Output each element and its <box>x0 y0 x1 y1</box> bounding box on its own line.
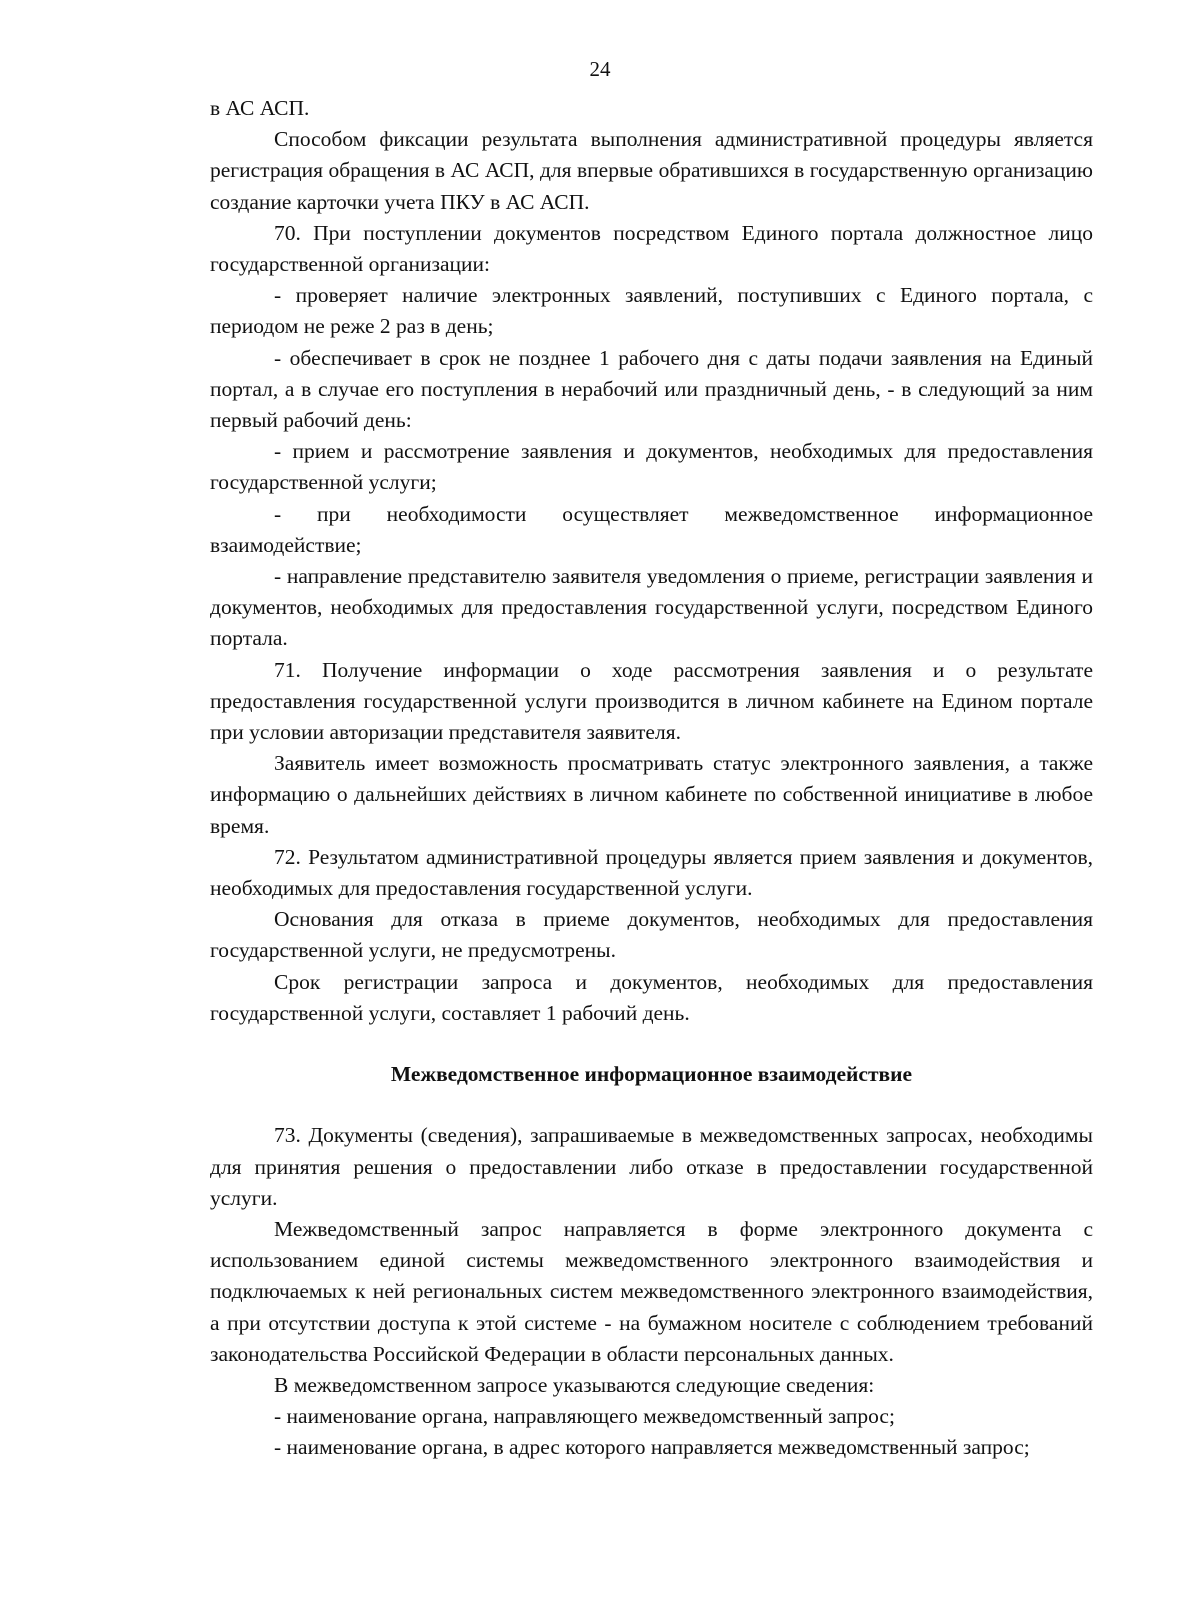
list-item: - проверяет наличие электронных заявлений, поступивших с Единого портала, с периодом не реже 2 раз в день; <box>210 283 1093 339</box>
section-heading: Межведомственное информационное взаимодействие <box>390 1062 913 1087</box>
paragraph: В межведомственном запросе указываются следующие сведения: <box>274 1372 875 1397</box>
page-number: 24 <box>589 57 611 81</box>
paragraph: Межведомственный запрос направляется в форме электронного документа с использованием единой системы межведомственного электронного взаимодействия и подключаемых к ней региональных систем межведомственного электронного взаимодействия, а при отсутствии доступа к этой системе - на бумажном носителе с соблюдением требований законодательства Российской Федерации в области персональных данных. <box>210 1216 1093 1366</box>
list-item: - прием и рассмотрение заявления и документов, необходимых для предоставления государственной услуги; <box>210 439 1093 495</box>
list-item: - направление представителю заявителя уведомления о приеме, регистрации заявления и документов, необходимых для предоставления государственной услуги, посредством Единого портала. <box>210 564 1093 651</box>
paragraph-item-72: 72. Результатом административной процедуры является прием заявления и документов, необходимых для предоставления государственной услуги. <box>210 844 1093 901</box>
paragraph: Основания для отказа в приеме документов, необходимых для предоставления государственной услуги, не предусмотрены. <box>210 907 1093 963</box>
paragraph-item-71: 71. Получение информации о ходе рассмотрения заявления и о результате предоставления государственной услуги производится в личном кабинете на Едином портале при условии авторизации представителя заявителя. <box>210 657 1093 745</box>
list-item: - при необходимости осуществляет межведомственное информационное взаимодействие; <box>210 501 1093 557</box>
paragraph-item-73: 73. Документы (сведения), запрашиваемые в межведомственных запросах, необходимы для принятия решения о предоставлении либо отказе в предоставлении государственной услуги. <box>210 1123 1093 1210</box>
list-item: - наименование органа, в адрес которого направляется межведомственный запрос; <box>274 1435 1030 1460</box>
paragraph: Заявитель имеет возможность просматривать статус электронного заявления, а также информацию о дальнейших действиях в личном кабинете по собственной инициативе в любое время. <box>210 751 1093 838</box>
list-item: - наименование органа, направляющего межведомственный запрос; <box>274 1404 895 1429</box>
document-body <box>210 93 1093 1464</box>
paragraph: в АС АСП. <box>210 96 310 120</box>
paragraph-item-70: 70. При поступлении документов посредством Единого портала должностное лицо государственной организации: <box>210 220 1093 277</box>
list-item: - обеспечивает в срок не позднее 1 рабочего дня с даты подачи заявления на Единый портал, а в случае его поступления в нерабочий или праздничный день, - в следующий за ним первый рабочий день: <box>210 345 1093 433</box>
paragraph: Срок регистрации запроса и документов, необходимых для предоставления государственной услуги, составляет 1 рабочий день. <box>210 969 1093 1025</box>
paragraph: Способом фиксации результата выполнения административной процедуры является регистрация обращения в АС АСП, для впервые обратившихся в государственную организацию создание карточки учета ПКУ в АС АСП. <box>210 127 1093 214</box>
